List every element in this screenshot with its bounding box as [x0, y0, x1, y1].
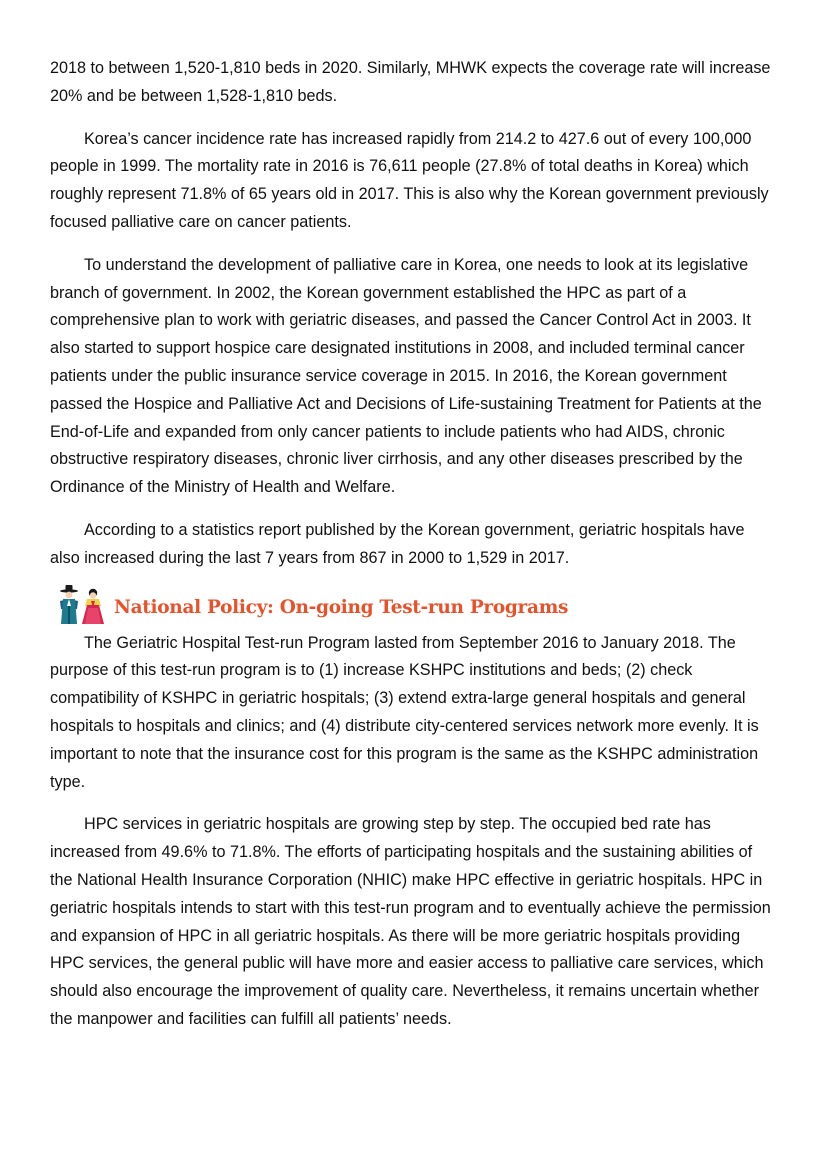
paragraph-continuation: 2018 to between 1,520-1,810 beds in 2020. Similarly, MHWK expects the coverage rate will increase 20% and be between 1,528-1,810 beds. — [50, 59, 771, 105]
paragraph-test-run-program: The Geriatric Hospital Test-run Program lasted from September 2016 to January 2018. The purpose of this test-run program is to (1) increase KSHPC institutions and beds; (2) check compatibility of KSHPC in geriatric hospitals; (3) extend extra-large general hospitals and general hospitals to hospitals and clinics; and (4) distribute city-centered services network more evenly. It is important to note that the insurance cost for this program is the same as the KSHPC administration type. — [50, 633, 759, 791]
paragraph-geriatric-hospitals: According to a statistics report published by the Korean government, geriatric hospitals have also increased during the last 7 years from 867 in 2000 to 1,529 in 2017. — [50, 520, 745, 567]
section-heading — [52, 584, 778, 626]
document-page — [50, 55, 778, 1049]
section-title: National Policy: On-going Test-run Programs — [114, 596, 569, 618]
paragraph-legislation: To understand the development of palliative care in Korea, one needs to look at its legislative branch of government. In 2002, the Korean government established the HPC as part of a comprehensive plan to work with geriatric diseases, and passed the Cancer Control Act in 2003. It also started to support hospice care designated institutions in 2008, and included terminal cancer patients under the public insurance service coverage in 2015. In 2016, the Korean government passed the Hospice and Palliative Act and Decisions of Life-sustaining Treatment for Patients at the End-of-Life and expanded from only cancer patients to include patients who had AIDS, chronic obstructive respiratory diseases, chronic liver cirrhosis, and any other diseases prescribed by the Ordinance of the Ministry of Health and Welfare. — [50, 255, 762, 497]
paragraph-cancer-incidence: Korea’s cancer incidence rate has increased rapidly from 214.2 to 427.6 out of every 100,000 people in 1999. The mortality rate in 2016 is 76,611 people (27.8% of total deaths in Korea) which roughly represent 71.8% of 65 years old in 2017. This is also why the Korean government previously focused palliative care on cancer patients. — [50, 129, 769, 231]
paragraph-hpc-services: HPC services in geriatric hospitals are growing step by step. The occupied bed rate has increased from 49.6% to 71.8%. The efforts of participating hospitals and the sustaining abilities of the National Health Insurance Corporation (NHIC) make HPC effective in geriatric hospitals. HPC in geriatric hospitals intends to start with this test-run program and to eventually achieve the permission and expansion of HPC in all geriatric hospitals. As there will be more geriatric hospitals providing HPC services, the general public will have more and easier access to palliative care services, which should also encourage the improvement of quality care. Nevertheless, it remains uncertain whether the manpower and facilities can fulfill all patients’ needs. — [50, 815, 771, 1028]
korean-hanbok-couple-icon — [52, 584, 110, 626]
